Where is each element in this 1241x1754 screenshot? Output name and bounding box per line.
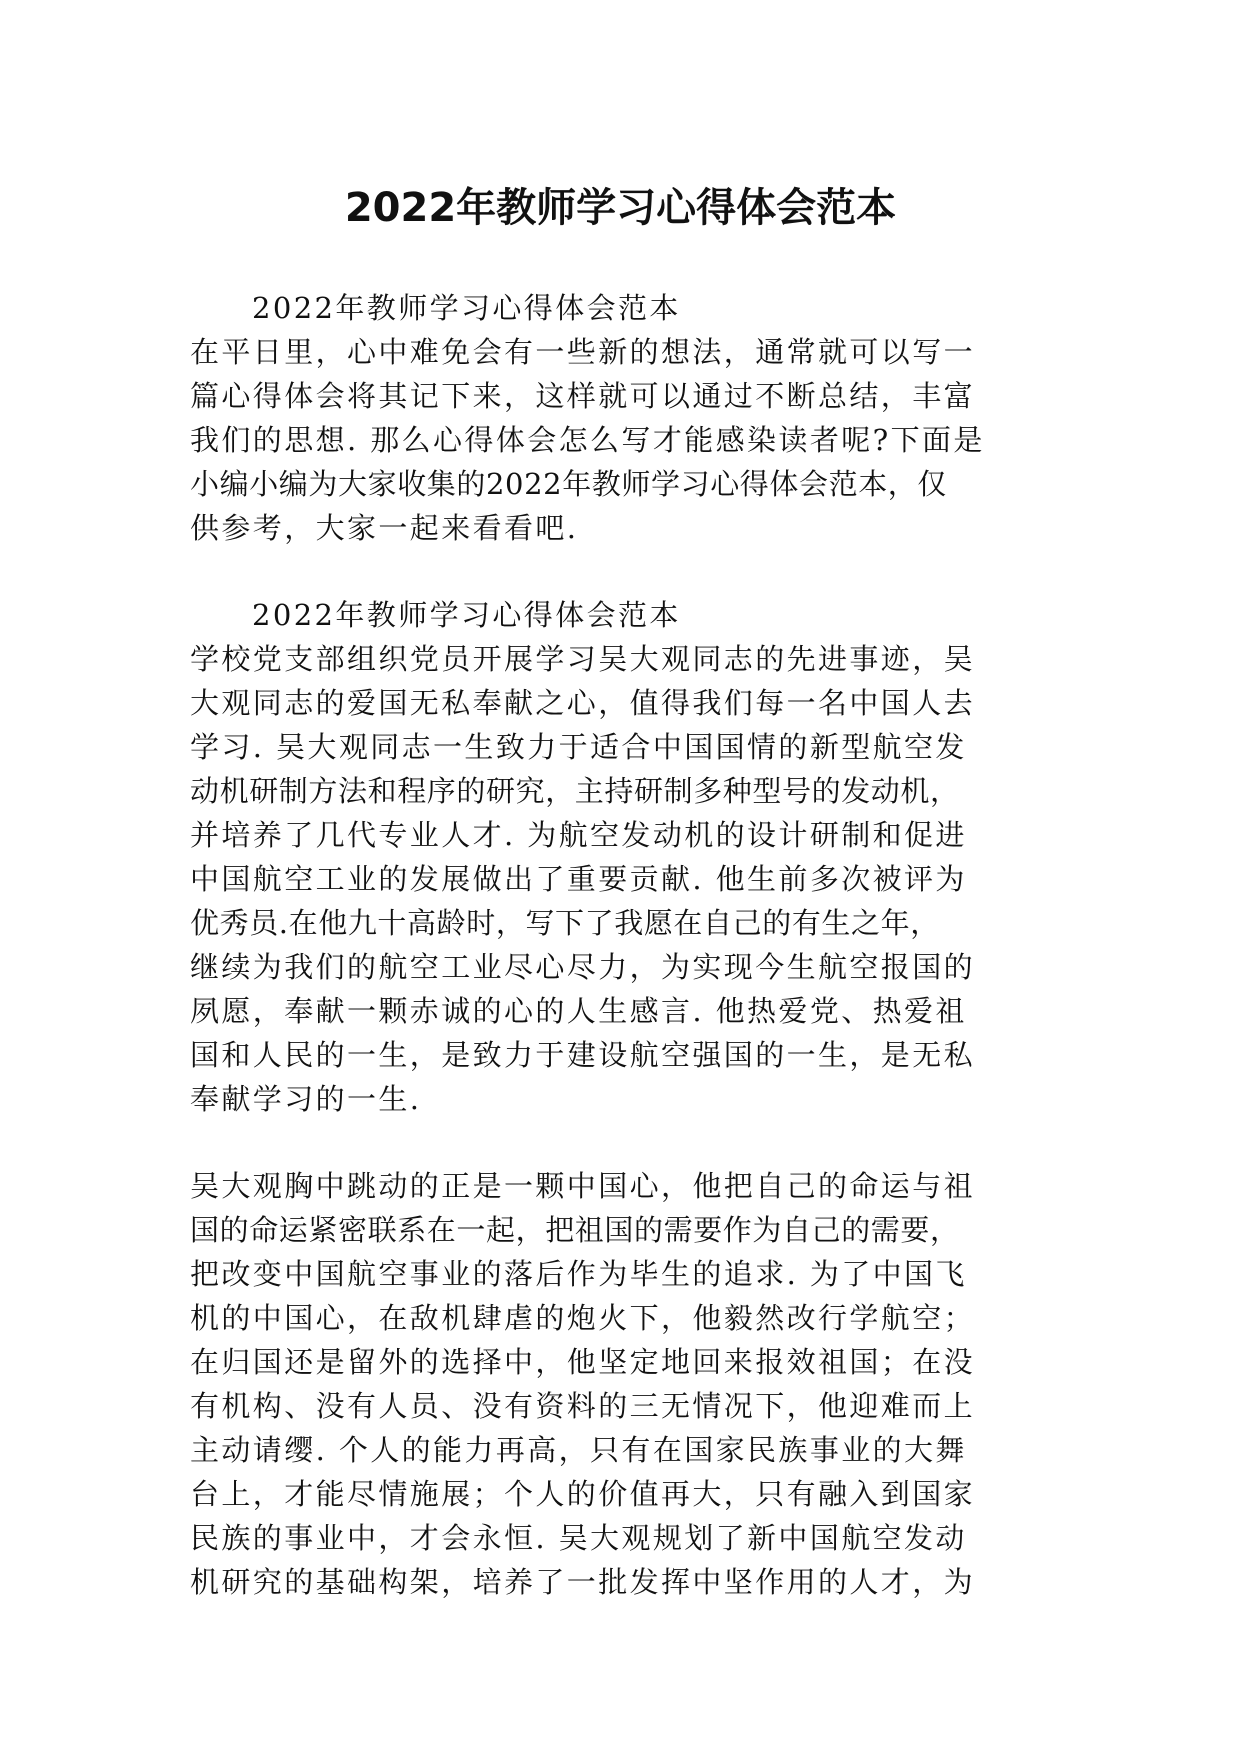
paragraph-line: 供参考，大家一起来看看吧. [190,511,579,545]
paragraph-line: 机研究的基础构架，培养了一批发挥中坚作用的人才，为 [190,1565,976,1599]
paragraph-line: 台上，才能尽情施展；个人的价值再大，只有融入到国家 [190,1477,976,1511]
section-heading: 2022年教师学习心得体会范本 [252,598,681,632]
paragraph-gap [190,550,1050,593]
paragraph-line: 优秀员.在他九十高龄时，写下了我愿在自己的有生之年， [190,906,940,940]
paragraph-line: 民族的事业中，才会永恒. 吴大观规划了新中国航空发动 [190,1521,967,1555]
paragraph-line: 把改变中国航空事业的落后作为毕生的追求. 为了中国飞 [190,1257,967,1291]
paragraph-line: 继续为我们的航空工业尽心尽力，为实现今生航空报国的 [190,950,976,984]
paragraph-line: 在平日里，心中难免会有一些新的想法，通常就可以写一 [190,335,976,369]
paragraph-line: 吴大观胸中跳动的正是一颗中国心，他把自己的命运与祖 [190,1169,976,1203]
paragraph-line: 在归国还是留外的选择中，他坚定地回来报效祖国；在没 [190,1345,976,1379]
document-title: 2022年教师学习心得体会范本 [344,185,897,231]
paragraph-line: 国的命运紧密联系在一起，把祖国的需要作为自己的需要， [190,1213,960,1247]
paragraph-line: 大观同志的爱国无私奉献之心，值得我们每一名中国人去 [190,686,976,720]
paragraph-gap [190,1121,1050,1164]
paragraph-line: 中国航空工业的发展做出了重要贡献. 他生前多次被评为 [190,862,967,896]
document-body [190,286,1050,1604]
paragraph-line: 篇心得体会将其记下来，这样就可以通过不断总结，丰富 [190,379,976,413]
section-heading: 2022年教师学习心得体会范本 [252,291,681,325]
paragraph-line: 小编小编为大家收集的2022年教师学习心得体会范本，仅 [190,467,948,501]
paragraph-line: 有机构、没有人员、没有资料的三无情况下，他迎难而上 [190,1389,976,1423]
paragraph-line: 我们的思想. 那么心得体会怎么写才能感染读者呢?下面是 [190,423,985,457]
paragraph-line: 并培养了几代专业人才. 为航空发动机的设计研制和促进 [190,818,967,852]
paragraph-line: 学习. 吴大观同志一生致力于适合中国国情的新型航空发 [190,730,967,764]
paragraph-line: 机的中国心，在敌机肆虐的炮火下，他毅然改行学航空； [190,1301,976,1335]
paragraph-line: 动机研制方法和程序的研究，主持研制多种型号的发动机， [190,774,960,808]
paragraph-line: 主动请缨. 个人的能力再高，只有在国家民族事业的大舞 [190,1433,967,1467]
paragraph-line: 夙愿，奉献一颗赤诚的心的人生感言. 他热爱党、热爱祖 [190,994,967,1028]
paragraph-line: 国和人民的一生，是致力于建设航空强国的一生，是无私 [190,1038,976,1072]
paragraph-line: 学校党支部组织党员开展学习吴大观同志的先进事迹，吴 [190,642,976,676]
paragraph-line: 奉献学习的一生. [190,1082,422,1116]
